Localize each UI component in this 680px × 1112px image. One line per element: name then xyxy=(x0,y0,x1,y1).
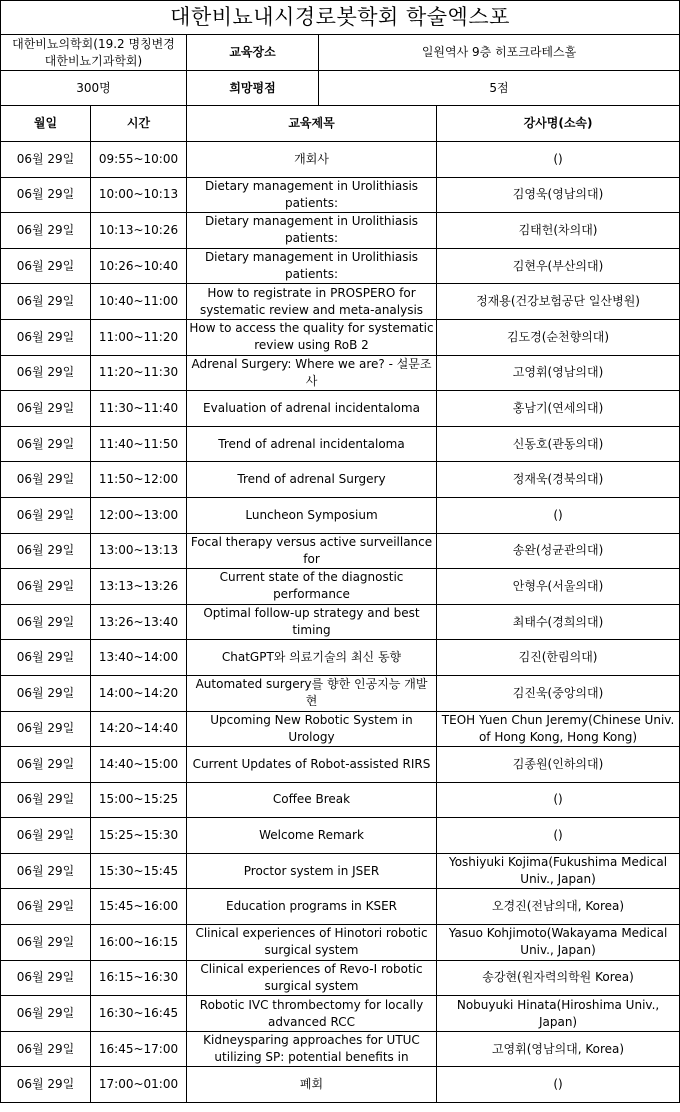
row-time-text: 09:55~10:00 xyxy=(98,151,179,166)
row-topic-text: How to registrate in PROSPERO for systematic review and meta-analysis xyxy=(199,285,424,317)
row-time-text: 10:13~10:26 xyxy=(98,222,179,237)
row-topic-text: Clinical experiences of Hinotori robotic surgical system xyxy=(195,926,428,958)
row-time-text: 11:40~11:50 xyxy=(98,436,179,451)
row-speaker xyxy=(437,925,680,961)
row-topic-text: Current Updates of Robot-assisted RIRS xyxy=(192,756,431,771)
row-topic xyxy=(187,319,437,355)
row-topic xyxy=(187,960,437,996)
row-time xyxy=(91,747,187,783)
row-topic xyxy=(187,853,437,889)
row-date-text: 06월 29일 xyxy=(16,828,75,843)
row-date-text: 06월 29일 xyxy=(16,294,75,309)
row-topic xyxy=(187,533,437,569)
row-date-text: 06월 29일 xyxy=(16,1041,75,1056)
row-speaker-text: 정재욱(경북의대) xyxy=(512,472,604,487)
row-speaker xyxy=(437,640,680,676)
row-time xyxy=(91,284,187,320)
row-time-text: 14:20~14:40 xyxy=(98,721,179,736)
row-time xyxy=(91,960,187,996)
row-time-text: 17:00~01:00 xyxy=(98,1077,179,1092)
row-date xyxy=(1,569,91,605)
row-speaker xyxy=(437,853,680,889)
row-speaker-text: () xyxy=(553,792,563,807)
row-date xyxy=(1,782,91,818)
row-time-text: 16:30~16:45 xyxy=(98,1006,179,1021)
row-speaker-text: Nobuyuki Hinata(Hiroshima Univ., Japan) xyxy=(456,997,660,1029)
score-label: 희망평점 xyxy=(187,71,319,106)
row-speaker xyxy=(437,213,680,249)
table-row xyxy=(1,818,680,854)
row-speaker-text: 고영휘(영남의대) xyxy=(512,365,604,380)
row-speaker-text: Yoshiyuki Kojima(Fukushima Medical Univ., Japan) xyxy=(448,855,668,887)
row-date-text: 06월 29일 xyxy=(16,1006,75,1021)
row-topic xyxy=(187,1067,437,1103)
table-row xyxy=(1,533,680,569)
row-topic xyxy=(187,248,437,284)
row-topic xyxy=(187,569,437,605)
row-time xyxy=(91,319,187,355)
row-date xyxy=(1,925,91,961)
venue-label: 교육장소 xyxy=(187,35,319,71)
row-speaker-text: 고영휘(영남의대, Korea) xyxy=(491,1041,625,1056)
row-topic-text: Clinical experiences of Revo-I robotic surgical system xyxy=(200,961,423,993)
row-topic xyxy=(187,996,437,1032)
row-speaker xyxy=(437,142,680,178)
row-date xyxy=(1,177,91,213)
row-topic-text: ChatGPT와 의료기술의 최신 동향 xyxy=(221,650,402,665)
organization-name xyxy=(1,35,187,71)
table-row xyxy=(1,569,680,605)
table-row xyxy=(1,213,680,249)
row-date xyxy=(1,889,91,925)
row-date xyxy=(1,248,91,284)
table-row xyxy=(1,426,680,462)
table-row xyxy=(1,248,680,284)
row-topic xyxy=(187,213,437,249)
row-topic-text: Kidneysparing approaches for UTUC utilizing SP: potential benefits in xyxy=(203,1033,420,1065)
row-speaker xyxy=(437,319,680,355)
row-time xyxy=(91,426,187,462)
row-time-text: 15:00~15:25 xyxy=(98,792,179,807)
row-date xyxy=(1,853,91,889)
row-topic-text: Trend of adrenal Surgery xyxy=(237,472,386,487)
row-date xyxy=(1,747,91,783)
row-speaker-text: () xyxy=(553,1077,563,1092)
row-time xyxy=(91,640,187,676)
table-row xyxy=(1,391,680,427)
row-time-text: 13:13~13:26 xyxy=(98,578,179,593)
row-speaker xyxy=(437,782,680,818)
table-row xyxy=(1,960,680,996)
table-row xyxy=(1,782,680,818)
row-topic xyxy=(187,889,437,925)
row-speaker-text: 정재용(건강보험공단 일산병원) xyxy=(476,294,640,309)
row-time xyxy=(91,604,187,640)
row-topic-text: Dietary management in Urolithiasis patients: xyxy=(204,250,419,282)
document-title: 대한비뇨내시경로봇학회 학술엑스포 xyxy=(1,1,680,35)
row-speaker-text: 최태수(경희의대) xyxy=(512,614,604,629)
capacity-value: 300명 xyxy=(1,71,187,106)
row-speaker xyxy=(437,675,680,711)
row-speaker-text: 안형우(서울의대) xyxy=(512,578,604,593)
row-topic xyxy=(187,177,437,213)
row-date xyxy=(1,284,91,320)
row-time xyxy=(91,782,187,818)
row-date-text: 06월 29일 xyxy=(16,863,75,878)
row-date-text: 06월 29일 xyxy=(16,970,75,985)
row-time xyxy=(91,177,187,213)
table-row xyxy=(1,675,680,711)
row-speaker xyxy=(437,604,680,640)
row-time xyxy=(91,391,187,427)
table-row xyxy=(1,284,680,320)
row-speaker xyxy=(437,497,680,533)
row-topic-text: Coffee Break xyxy=(272,792,351,807)
table-row xyxy=(1,1031,680,1067)
row-topic-text: Robotic IVC thrombectomy for locally advanced RCC xyxy=(199,997,424,1029)
row-speaker-text: 김도경(순천향의대) xyxy=(506,329,610,344)
row-date xyxy=(1,711,91,747)
row-date xyxy=(1,1067,91,1103)
row-speaker xyxy=(437,284,680,320)
row-time xyxy=(91,248,187,284)
row-topic xyxy=(187,604,437,640)
row-topic xyxy=(187,142,437,178)
row-speaker xyxy=(437,177,680,213)
row-speaker xyxy=(437,248,680,284)
row-date xyxy=(1,960,91,996)
row-time xyxy=(91,142,187,178)
row-topic xyxy=(187,675,437,711)
row-speaker-text: () xyxy=(553,828,563,843)
row-speaker xyxy=(437,355,680,391)
row-topic xyxy=(187,355,437,391)
row-time xyxy=(91,853,187,889)
row-topic xyxy=(187,426,437,462)
row-time xyxy=(91,462,187,498)
table-row xyxy=(1,747,680,783)
row-speaker xyxy=(437,818,680,854)
row-time xyxy=(91,925,187,961)
row-speaker xyxy=(437,569,680,605)
row-topic xyxy=(187,711,437,747)
row-date-text: 06월 29일 xyxy=(16,507,75,522)
table-row xyxy=(1,853,680,889)
row-topic xyxy=(187,925,437,961)
row-topic-text: Current state of the diagnostic performance xyxy=(219,570,404,602)
row-time xyxy=(91,533,187,569)
row-speaker-text: 김태헌(차의대) xyxy=(518,222,598,237)
row-speaker xyxy=(437,889,680,925)
row-date xyxy=(1,675,91,711)
row-speaker-text: 김현우(부산의대) xyxy=(512,258,604,273)
row-speaker xyxy=(437,1067,680,1103)
row-topic-text: Luncheon Symposium xyxy=(245,507,378,522)
row-topic xyxy=(187,747,437,783)
row-date xyxy=(1,319,91,355)
row-time-text: 16:45~17:00 xyxy=(98,1041,179,1056)
row-date xyxy=(1,462,91,498)
row-date-text: 06월 29일 xyxy=(16,1077,75,1092)
row-speaker xyxy=(437,960,680,996)
row-topic-text: Focal therapy versus active surveillance for xyxy=(190,534,433,566)
row-date-text: 06월 29일 xyxy=(16,650,75,665)
row-time xyxy=(91,889,187,925)
row-date-text: 06월 29일 xyxy=(16,543,75,558)
row-date xyxy=(1,497,91,533)
row-speaker xyxy=(437,462,680,498)
header-topic: 교육제목 xyxy=(187,106,437,142)
row-date xyxy=(1,640,91,676)
row-time-text: 15:25~15:30 xyxy=(98,828,179,843)
row-speaker-text: 신동호(관동의대) xyxy=(512,436,604,451)
row-speaker xyxy=(437,711,680,747)
row-topic-text: How to access the quality for systematic review using RoB 2 xyxy=(189,321,434,353)
row-topic-text: Trend of adrenal incidentaloma xyxy=(218,436,405,451)
row-date xyxy=(1,142,91,178)
row-topic-text: Optimal follow-up strategy and best timing xyxy=(203,606,420,638)
table-row xyxy=(1,996,680,1032)
row-date-text: 06월 29일 xyxy=(16,258,75,273)
row-date-text: 06월 29일 xyxy=(16,187,75,202)
row-time-text: 15:30~15:45 xyxy=(98,863,179,878)
row-date-text: 06월 29일 xyxy=(16,756,75,771)
row-speaker-text: 오경진(전남의대, Korea) xyxy=(491,899,625,914)
table-row xyxy=(1,604,680,640)
table-row xyxy=(1,355,680,391)
row-speaker-text: 송강현(원자력의학원 Korea) xyxy=(482,970,634,985)
table-row xyxy=(1,497,680,533)
row-time-text: 13:00~13:13 xyxy=(98,543,179,558)
row-date xyxy=(1,533,91,569)
table-row xyxy=(1,889,680,925)
row-date-text: 06월 29일 xyxy=(16,365,75,380)
row-date-text: 06월 29일 xyxy=(16,685,75,700)
row-topic-text: Dietary management in Urolithiasis patients: xyxy=(204,214,419,246)
row-topic-text: 폐회 xyxy=(299,1077,324,1092)
header-date: 월일 xyxy=(1,106,91,142)
row-time-text: 10:26~10:40 xyxy=(98,258,179,273)
row-time-text: 10:00~10:13 xyxy=(98,187,179,202)
row-time-text: 16:15~16:30 xyxy=(98,970,179,985)
table-row xyxy=(1,925,680,961)
row-time xyxy=(91,675,187,711)
row-topic-text: Dietary management in Urolithiasis patients: xyxy=(204,178,419,210)
row-date-text: 06월 29일 xyxy=(16,151,75,166)
row-speaker-text: 김진욱(중앙의대) xyxy=(512,685,604,700)
row-time xyxy=(91,497,187,533)
row-date-text: 06월 29일 xyxy=(16,578,75,593)
row-time-text: 14:00~14:20 xyxy=(98,685,179,700)
row-date xyxy=(1,818,91,854)
row-time xyxy=(91,996,187,1032)
header-time: 시간 xyxy=(91,106,187,142)
row-time-text: 13:26~13:40 xyxy=(98,614,179,629)
row-speaker-text: () xyxy=(553,151,563,166)
row-speaker-text: 김진(한림의대) xyxy=(518,650,598,665)
row-time-text: 11:00~11:20 xyxy=(98,329,179,344)
row-date xyxy=(1,996,91,1032)
row-speaker xyxy=(437,996,680,1032)
row-topic xyxy=(187,497,437,533)
row-speaker-text: 송완(성균관의대) xyxy=(512,543,604,558)
row-date-text: 06월 29일 xyxy=(16,472,75,487)
row-date xyxy=(1,1031,91,1067)
table-row xyxy=(1,319,680,355)
row-speaker-text: 홍남기(연세의대) xyxy=(512,400,604,415)
row-topic xyxy=(187,284,437,320)
row-date xyxy=(1,355,91,391)
row-date-text: 06월 29일 xyxy=(16,222,75,237)
row-topic xyxy=(187,462,437,498)
header-speaker: 강사명(소속) xyxy=(437,106,680,142)
row-date-text: 06월 29일 xyxy=(16,792,75,807)
row-topic-text: Upcoming New Robotic System in Urology xyxy=(210,712,413,744)
row-speaker-text: () xyxy=(553,507,563,522)
row-topic xyxy=(187,391,437,427)
row-date-text: 06월 29일 xyxy=(16,721,75,736)
table-row xyxy=(1,462,680,498)
row-topic-text: Welcome Remark xyxy=(259,828,364,843)
row-time-text: 16:00~16:15 xyxy=(98,934,179,949)
venue-value: 일원역사 9층 히포크라테스홀 xyxy=(319,35,680,71)
row-speaker xyxy=(437,533,680,569)
row-time xyxy=(91,213,187,249)
row-topic xyxy=(187,1031,437,1067)
row-time-text: 13:40~14:00 xyxy=(98,650,179,665)
row-topic-text: Education programs in KSER xyxy=(225,899,397,914)
row-time-text: 14:40~15:00 xyxy=(98,756,179,771)
row-topic xyxy=(187,640,437,676)
row-topic-text: Evaluation of adrenal incidentaloma xyxy=(203,400,420,415)
row-date-text: 06월 29일 xyxy=(16,899,75,914)
row-speaker xyxy=(437,1031,680,1067)
row-time xyxy=(91,1031,187,1067)
row-date-text: 06월 29일 xyxy=(16,329,75,344)
organization-name-text: 대한비뇨의학회(19.2 명칭변경 대한비뇨기과학회) xyxy=(12,36,175,68)
row-topic-text: Automated surgery를 향한 인공지능 개발 현 xyxy=(195,677,428,709)
row-topic-text: Adrenal Surgery: Where we are? - 설문조사 xyxy=(191,356,432,388)
row-time-text: 11:30~11:40 xyxy=(98,400,179,415)
row-topic xyxy=(187,818,437,854)
row-topic-text: Proctor system in JSER xyxy=(243,863,380,878)
row-time xyxy=(91,1067,187,1103)
row-time-text: 11:20~11:30 xyxy=(98,365,179,380)
row-date-text: 06월 29일 xyxy=(16,400,75,415)
row-topic-text: 개회사 xyxy=(294,151,329,166)
row-date xyxy=(1,391,91,427)
row-time-text: 15:45~16:00 xyxy=(98,899,179,914)
table-row xyxy=(1,1067,680,1103)
row-speaker-text: 김영욱(영남의대) xyxy=(512,187,604,202)
row-time xyxy=(91,711,187,747)
row-time xyxy=(91,355,187,391)
score-value: 5점 xyxy=(319,71,680,106)
row-time-text: 11:50~12:00 xyxy=(98,472,179,487)
row-speaker-text: TEOH Yuen Chun Jeremy(Chinese Univ. of Hong Kong, Hong Kong) xyxy=(441,712,675,744)
row-topic xyxy=(187,782,437,818)
row-speaker xyxy=(437,391,680,427)
table-row xyxy=(1,142,680,178)
table-row xyxy=(1,711,680,747)
row-speaker-text: Yasuo Kohjimoto(Wakayama Medical Univ., Japan) xyxy=(448,926,668,958)
row-date xyxy=(1,426,91,462)
row-speaker xyxy=(437,426,680,462)
table-row xyxy=(1,177,680,213)
row-speaker-text: 김종원(인하의대) xyxy=(512,756,604,771)
row-time-text: 10:40~11:00 xyxy=(98,294,179,309)
row-time xyxy=(91,818,187,854)
row-speaker xyxy=(437,747,680,783)
row-time xyxy=(91,569,187,605)
row-date xyxy=(1,604,91,640)
row-date-text: 06월 29일 xyxy=(16,614,75,629)
row-date xyxy=(1,213,91,249)
row-date-text: 06월 29일 xyxy=(16,934,75,949)
row-date-text: 06월 29일 xyxy=(16,436,75,451)
row-time-text: 12:00~13:00 xyxy=(98,507,179,522)
table-row xyxy=(1,640,680,676)
